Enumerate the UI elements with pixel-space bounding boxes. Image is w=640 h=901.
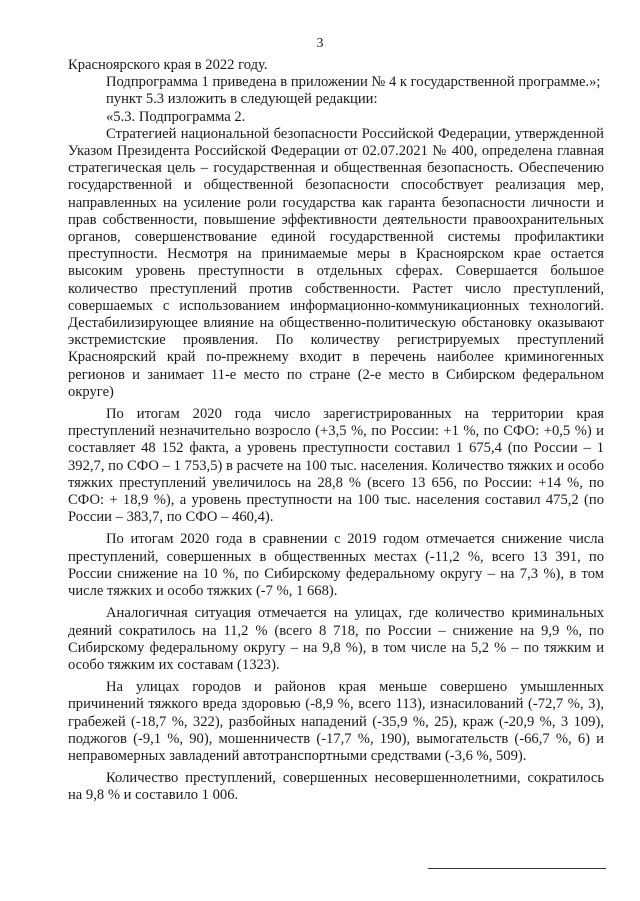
paragraph-juvenile: Количество преступлений, совершенных несовершеннолетними, сократилось на 9,8 % и составило 1 006. bbox=[68, 770, 604, 804]
paragraph-strategy: Стратегией национальной безопасности Российской Федерации, утвержденной Указом Президента Российской Федерации от 02.07.2021 № 400, определена главная стратегическая цель – государственная и общественная безопасность. Обеспечению государственной и общественной безопасности способствует реализация мер, направленных на усиление роли государства как гаранта безопасности личности и прав собственности, повышение эффективности деятельности правоохранительных органов, совершенствование единой государственной системы профилактики преступности. Несмотря на принимаемые меры в Красноярском крае остается высоким уровень преступности в отдельных сферах. Совершается большое количество преступлений против собственности. Растет число преступлений, совершаемых с использованием информационно-коммуникационных технологий. Дестабилизирующее влияние на общественно-политическую обстановку оказывают экстремистские проявления. По количеству регистрируемых преступлений Красноярский край по-прежнему входит в перечень наиболее криминогенных регионов и занимает 11-е место по стране (2-е место в Сибирском федеральном округе) bbox=[68, 125, 604, 400]
paragraph-crime-types: На улицах городов и районов края меньше совершено умышленных причинений тяжкого вреда здоровью (-8,9 %, всего 113), изнасилований (-72,7 %, 3), грабежей (-18,7 %, 322), разбойных нападений (-35,9 %, 25), краж (-20,9 %, 3 109), поджогов (-9,1 %, 90), мошенничеств (-17,7 %, 190), вымогательств (-66,7 %, 6) и неправомерных завладений автотранспортными средствами (-3,6 %, 509). bbox=[68, 679, 604, 764]
paragraph-streets: Аналогичная ситуация отмечается на улицах, где количество криминальных деяний сократилось на 11,2 % (всего 8 718, по России – снижение на 9,9 %, по Сибирскому федеральному округу – на 9,8 %), в том числе на 5,2 % – по тяжким и особо тяжким их составам (1323). bbox=[68, 605, 604, 673]
paragraph-subprogram-1-note: Подпрограмма 1 приведена в приложении № 4 к государственной программе.»; bbox=[106, 74, 601, 91]
paragraph-public-places: По итогам 2020 года в сравнении с 2019 годом отмечается снижение числа преступлений, совершенных в общественных местах (-11,2 %, всего 13 391, по России снижение на 10 %, по Сибирскому федеральному округу – на 7,3 %), в том числе тяжких и особо тяжких (-7 %, 1 668). bbox=[68, 531, 604, 600]
footer-rule bbox=[428, 868, 606, 869]
page-number: 3 bbox=[316, 36, 324, 51]
paragraph-clause-instruction: пункт 5.3 изложить в следующей редакции: bbox=[106, 91, 378, 108]
paragraph-continuation: Красноярского края в 2022 году. bbox=[68, 57, 268, 73]
section-heading-5-3: «5.3. Подпрограмма 2. bbox=[106, 108, 246, 125]
document-body bbox=[68, 57, 604, 805]
paragraph-2020-totals: По итогам 2020 года число зарегистрированных на территории края преступлений незначительно возросло (+3,5 %, по России: +1 %, по СФО: +0,5 %) и составляет 48 152 факта, а уровень преступности составил 1 675,4 (по России – 1 392,7, по СФО – 1 753,5) в расчете на 100 тыс. населения. Количество тяжких и особо тяжких преступлений увеличилось на 28,8 % (всего 13 656, по России: +14 %, по СФО: + 18,9 %), а уровень преступности на 100 тыс. населения составил 475,2 (по России – 383,7, по СФО – 460,4). bbox=[68, 406, 604, 526]
